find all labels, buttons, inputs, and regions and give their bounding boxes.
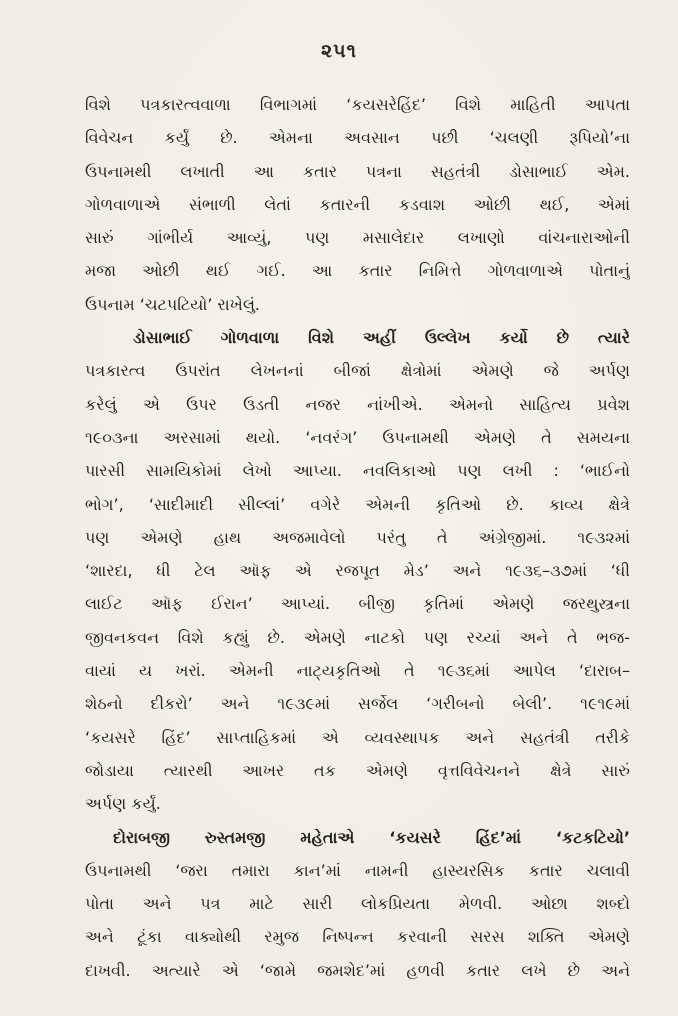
text-line: વિશે પત્રકારત્વવાળા વિભાગમાં ‘કયસરેહિંદ’ વિશે માહિતી આપતા [85, 95, 630, 114]
page-number: ૨૫૧ [321, 40, 357, 62]
text-line: ૧૯૦૩ના અરસામાં થયો. ‘નવરંગ’ ઉપનામથી એમણે તે સમયના [85, 427, 630, 447]
text-line: ‘કયસરે હિંદ’ સાપ્તાહિકમાં એ વ્યવસ્થાપક અને સહતંત્રી તરીકે [85, 727, 630, 747]
text-line: ઉપનામથી લખાતી આ કતાર પત્રના સહતંત્રી ડોસાભાઈ એમ. [85, 161, 630, 181]
body-text [85, 88, 630, 987]
text-line: કરેલું એ ઉપર ઉડતી નજર નાંખીએ. એમનો સાહિત્ય પ્રવેશ [85, 394, 630, 414]
text-line: પણ એમણે હાથ અજમાવેલો પરંતુ તે અંગ્રેજીમાં. ૧૯૩૨માં [85, 527, 630, 547]
text-line: લાઈટ ઑફ ઈરાન’ આપ્યાં. બીજી કૃતિમાં એમણે જરથુસ્ત્રના [85, 594, 630, 614]
text-line: ‘શારદા, ધી ટેલ ઑફ એ રજપૂત મેડ’ અને ૧૯૩૬–૩૭માં ‘ધી [85, 561, 630, 581]
text-line: મજા ઓછી થઈ ગઈ. આ કતાર નિમિત્તે ગોળવાળાએ પોતાનું [85, 261, 630, 281]
paragraph-start-line: દોરાબજી રુસ્તમજી મહેતાએ ‘કયસરે હિંદ’માં ‘કટકટિયો’ [113, 827, 630, 847]
text-line: શેઠનો દીકરો’ અને ૧૯૩૯માં સર્જેલ ‘ગરીબનો બેલી’. ૧૯૧૯માં [85, 694, 630, 714]
text-line: પોતા અને પત્ર માટે સારી લોકપ્રિયતા મેળવી. ઓછા શબ્દો [85, 894, 630, 914]
text-line: પત્રકારત્વ ઉપરાંત લેખનનાં બીજાં ક્ષેત્રોમાં એમણે જે અર્પણ [85, 361, 630, 381]
text-line: વાયાં ય ખરાં. એમની નાટ્યકૃતિઓ તે ૧૯૩૬માં આપેલ ‘દારાબ– [85, 661, 630, 681]
text-line: જોડાયા ત્યારથી આખર તક એમણે વૃત્તવિવેચનને ક્ષેત્રે સારું [85, 760, 630, 780]
text-line: જીવનકવન વિશે કહ્યું છે. એમણે નાટકો પણ રચ્યાં અને તે ભજ- [85, 627, 630, 647]
text-line: અર્પણ કર્યું. [85, 794, 161, 814]
text-line: ઉપનામ ‘ચટપટિયો’ રાખેલું. [85, 294, 261, 314]
text-line: સારું ગાંભીર્ય આવ્યું, પણ મસાલેદાર લખાણો વાંચનારાઓની [85, 228, 630, 248]
text-line: ગોળવાળાએ સંભાળી લેતાં કતારની કડવાશ ઓછી થઈ, એમાં [85, 194, 630, 214]
text-line: ઉપનામથી ‘જરા તમારા કાન’માં નામની હાસ્યરસિક કતાર ચલાવી [85, 860, 630, 880]
text-line: અને ટૂંકા વાક્યોથી રમુજ નિષ્પન્ન કરવાની સરસ શક્તિ એમણે [85, 927, 630, 947]
text-line: વિવેચન કર્યું છે. એમના અવસાન પછી ‘ચલણી રૂપિયો’ના [85, 128, 630, 148]
text-line: પારસી સામયિકોમાં લેખો આપ્યા. નવલિકાઓ પણ લખી : ‘ભાઈનો [85, 461, 630, 481]
paragraph-start-line: ડોસાભાઈ ગોળવાળા વિશે અહીં ઉલ્લેખ કર્યો છે ત્યારે [133, 328, 630, 348]
text-line: ભોગ’, ‘સાદીમાદી સીલ્લાં’ વગેરે એમની કૃતિઓ છે. કાવ્ય ક્ષેત્રે [85, 494, 630, 514]
text-line: દાખવી. અત્યારે એ ‘જામે જમશેદ’માં હળવી કતાર લખે છે અને [85, 960, 630, 980]
